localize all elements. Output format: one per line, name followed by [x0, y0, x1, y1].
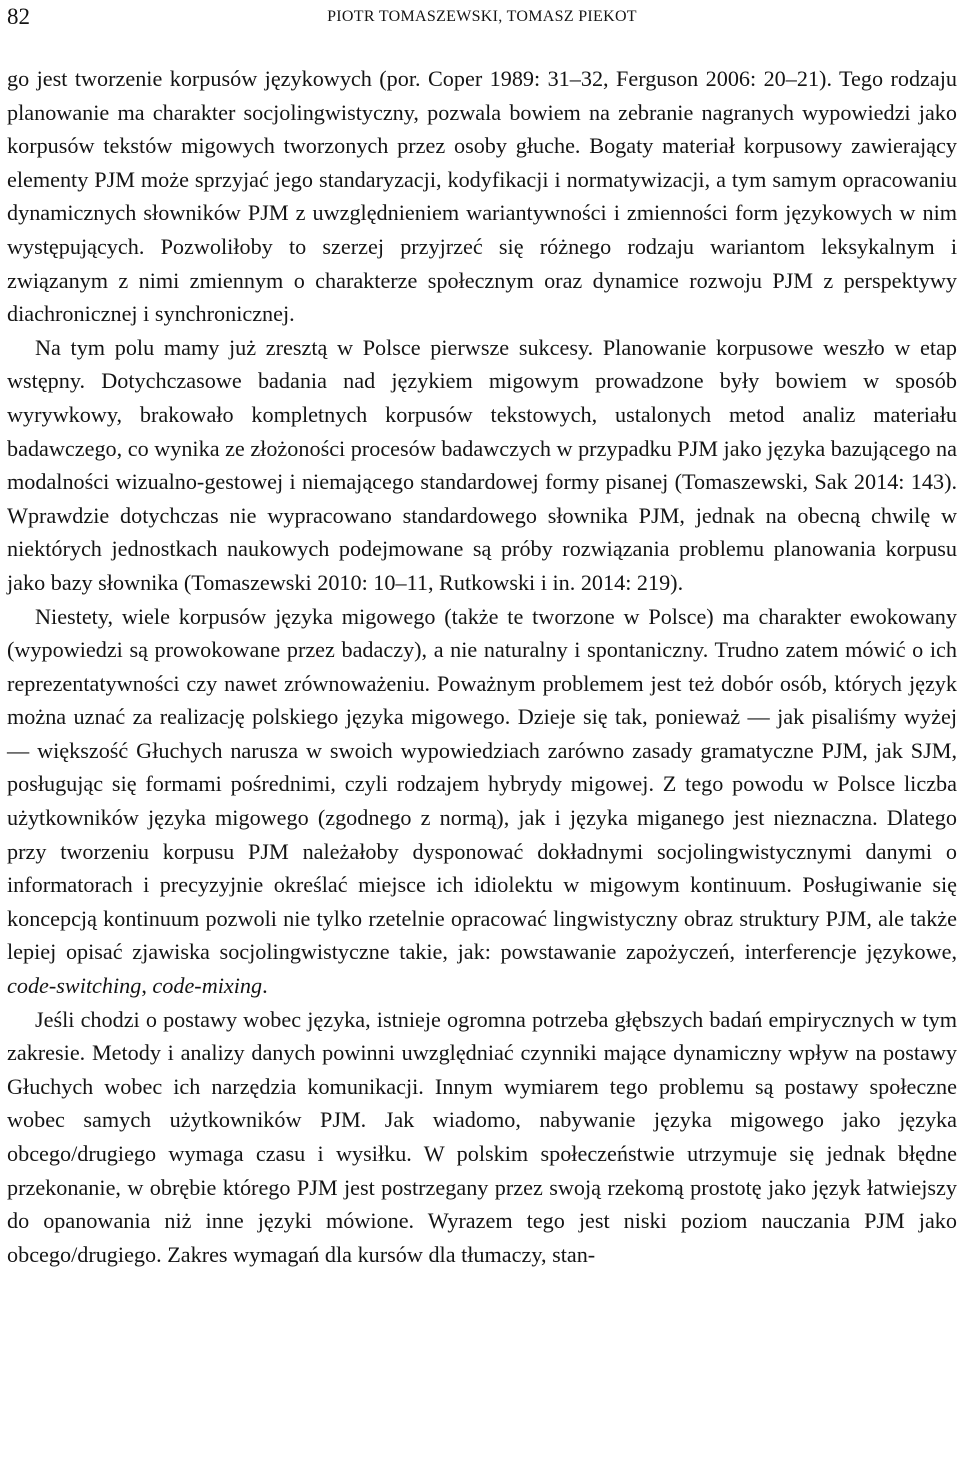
paragraph-3 [7, 600, 957, 1003]
running-header [7, 2, 957, 32]
paragraph-1: go jest tworzenie korpusów językowych (por. Coper 1989: 31–32, Ferguson 2006: 20–21). Tego rodzaju planowanie ma charakter socjolingwistyczny, pozwala bowiem na zebranie nagranych wypowiedzi jako korpusów tekstów migowych tworzonych przez osoby głuche. Bogaty materiał korpusowy zawierający elementy PJM może sprzyjać jego standaryzacji, kodyfikacji i normatywizacji, a tym samym opracowaniu dynamicznych słowników PJM z uwzględnieniem wariantywności i zmienności form językowych w nim występujących. Pozwoliłoby to szerzej przyjrzeć się różnego rodzaju wariantom leksykalnym i związanym z nimi zmiennym o charakterze społecznym oraz dynamice rozwoju PJM z perspektywy diachronicznej i synchronicznej. [7, 66, 957, 327]
term-separator: , [141, 973, 153, 999]
running-title: PIOTR TOMASZEWSKI, TOMASZ PIEKOT [327, 8, 637, 25]
paragraph-4: Jeśli chodzi o postawy wobec języka, istnieje ogromna potrzeba głębszych badań empirycznych w tym zakresie. Metody i analizy danych powinni uwzględniać czynniki mające dynamiczny wpływ na postawy Głuchych wobec ich narzędzia komunikacji. Innym wymiarem tego problemu są postawy społeczne wobec samych użytkowników PJM. Jak wiadomo, nabywanie języka migowego jako języka obcego/drugiego wymaga czasu i wysiłku. W polskim społeczeństwie utrzymuje się jednak błędne przekonanie, w obrębie którego PJM jest postrzegany przez swoją rzekomą prostotę jako język łatwiejszy do opanowania niż inne języki mówione. Wyrazem tego jest niski poziom nauczania PJM jako obcego/drugiego. Zakres wymagań dla kursów dla tłumaczy, stan- [7, 1006, 957, 1267]
term-code-mixing: code-mixing [152, 973, 263, 999]
paragraph-2: Na tym polu mamy już zresztą w Polsce pierwsze sukcesy. Planowanie korpusowe weszło w etap wstępny. Dotychczasowe badania nad językiem migowym prowadzone były bowiem w sposób wyrywkowy, brakowało kompletnych korpusów tekstowych, ustalonych metod analiz materiału badawczego, co wynika ze złożoności procesów badawczych w przypadku PJM jako języka bazującego na modalności wizualno-gestowej i niemającego standardowej formy pisanej (Tomaszewski, Sak 2014: 143). Wprawdzie dotychczas nie wypracowano standardowego słownika PJM, jednak na obecną chwilę w niektórych jednostkach naukowych podejmowane są próby rozwiązania problemu planowania korpusu jako bazy słownika (Tomaszewski 2010: 10–11, Rutkowski i in. 2014: 219). [7, 334, 957, 595]
document-page [7, 0, 957, 1460]
term-code-switching: code-switching [7, 973, 142, 999]
page-number: 82 [7, 4, 30, 29]
body-text [7, 62, 957, 1271]
paragraph-3-text: Niestety, wiele korpusów języka migowego (także te tworzone w Polsce) ma charakter ewokowany (wypowiedzi są prowokowane przez badaczy), a nie naturalny i spontaniczny. Trudno zatem mówić o ich reprezentatywności czy nawet zrównoważeniu. Poważnym problemem jest też dobór osób, których język można uznać za realizację polskiego języka migowego. Dzieje się tak, ponieważ — jak pisaliśmy wyżej — większość Głuchych narusza w swoich wypowiedziach zarówno zasady gramatyczne PJM, jak SJM, posługując się formami pośrednimi, czyli rodzajem hybrydy migowej. Z tego powodu w Polsce liczba użytkowników języka migowego (zgodnego z normą), jak i języka miganego jest nieznaczna. Dlatego przy tworzeniu korpusu PJM należałoby dysponować dokładnymi socjolingwistycznymi danymi o informatorach i precyzyjnie określać miejsce ich idiolektu w migowym kontinuum. Posługiwanie się koncepcją kontinuum pozwoli nie tylko rzetelnie opracować lingwistyczny obraz struktury PJM, ale także lepiej opisać zjawiska socjolingwistyczne takie, jak: powstawanie zapożyczeń, interferencje językowe, [7, 603, 957, 965]
paragraph-3-end: . [262, 973, 268, 999]
